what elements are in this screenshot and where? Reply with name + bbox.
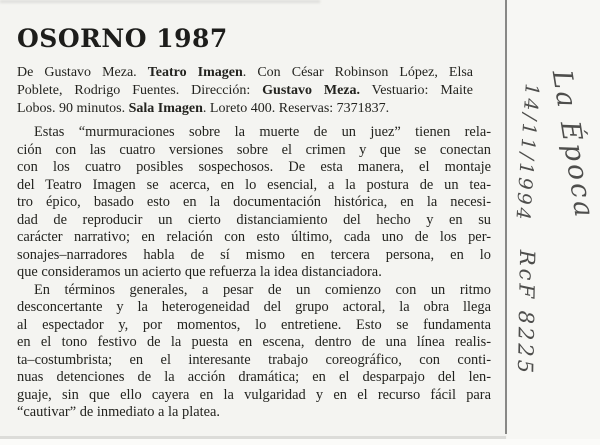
body-line: “cautivar” de inmediato a la platea. bbox=[17, 404, 220, 420]
article-body bbox=[17, 124, 491, 422]
body-line: con los cuatro posibles sospechosos. De esta manera, el montaje bbox=[17, 159, 491, 175]
credits-line-2 bbox=[17, 82, 473, 100]
handwritten-date: 14/11/1994 bbox=[511, 82, 543, 224]
article-headline: OSORNO 1987 bbox=[17, 24, 228, 53]
credits-text: Lobos. 90 minutos. bbox=[17, 101, 129, 116]
credits-text: Vestuario: Maite bbox=[360, 83, 473, 98]
credits-bold-text: Teatro Imagen bbox=[147, 65, 243, 80]
handwritten-reference-code: RcF 8225 bbox=[512, 249, 540, 377]
scan-smudge-top bbox=[0, 0, 320, 3]
body-line: en el tono festivo de la puesta en escena, dentro de una línea realis- bbox=[17, 334, 491, 350]
body-line: al espectador y, por momentos, lo entretiene. Esto se fundamenta bbox=[17, 316, 491, 333]
credits-text: De Gustavo Meza. bbox=[17, 65, 148, 80]
credits-bold-text: Sala Imagen bbox=[128, 101, 203, 116]
body-paragraph-1 bbox=[17, 124, 491, 282]
body-line: ción con las cuatro versiones sobre el crimen y que se conectan bbox=[17, 141, 491, 158]
body-line: ta–costumbrista; en el interesante trabajo coreográfico, con conti- bbox=[17, 351, 491, 368]
body-line: En términos generales, a pesar de un comienzo con un ritmo bbox=[34, 281, 491, 298]
body-line: Estas “murmuraciones sobre la muerte de un juez” tienen rela- bbox=[34, 124, 491, 140]
body-line: nuas detenciones de la acción dramática; en el desparpajo del len- bbox=[17, 369, 491, 385]
body-paragraph-2 bbox=[17, 282, 491, 422]
body-line: desconcertante y la heterogeneidad del grupo actoral, la obra llega bbox=[17, 299, 491, 315]
body-line: carácter narrativo; en relación con esto último, cada uno de los per- bbox=[17, 229, 491, 245]
body-line: sonajes–narradores habla de sí mismo en tercera persona, en lo bbox=[17, 246, 491, 263]
body-line: dad de reproducir un cierto distanciamiento del hecho y en su bbox=[17, 211, 491, 228]
credits-text: Poblete, Rodrigo Fuentes. Dirección: bbox=[17, 83, 263, 98]
credits-line-1 bbox=[17, 64, 473, 82]
credits-line-3 bbox=[17, 100, 473, 118]
pencil-divider-line bbox=[505, 0, 507, 434]
handwritten-publication-name: La Época bbox=[545, 67, 600, 223]
credits-text: . Loreto 400. Reservas: 7371837. bbox=[202, 101, 390, 116]
body-line: que consideramos un acierto que refuerza la idea distanciadora. bbox=[17, 264, 382, 280]
credits-text: . Con César Robinson López, Elsa bbox=[242, 65, 474, 80]
body-line: del Teatro Imagen se acerca, en lo esencial, a la postura de un tea- bbox=[17, 176, 491, 193]
article-credits bbox=[17, 64, 473, 118]
credits-bold-text: Gustavo Meza. bbox=[262, 83, 360, 98]
album-page-bottom bbox=[0, 439, 600, 445]
body-line: tro épico, basado esto en la documentación histórica, en la necesi- bbox=[17, 194, 491, 210]
body-line: guaje, sin que ello cayera en la vulgaridad y en el recurso fácil para bbox=[17, 386, 491, 403]
